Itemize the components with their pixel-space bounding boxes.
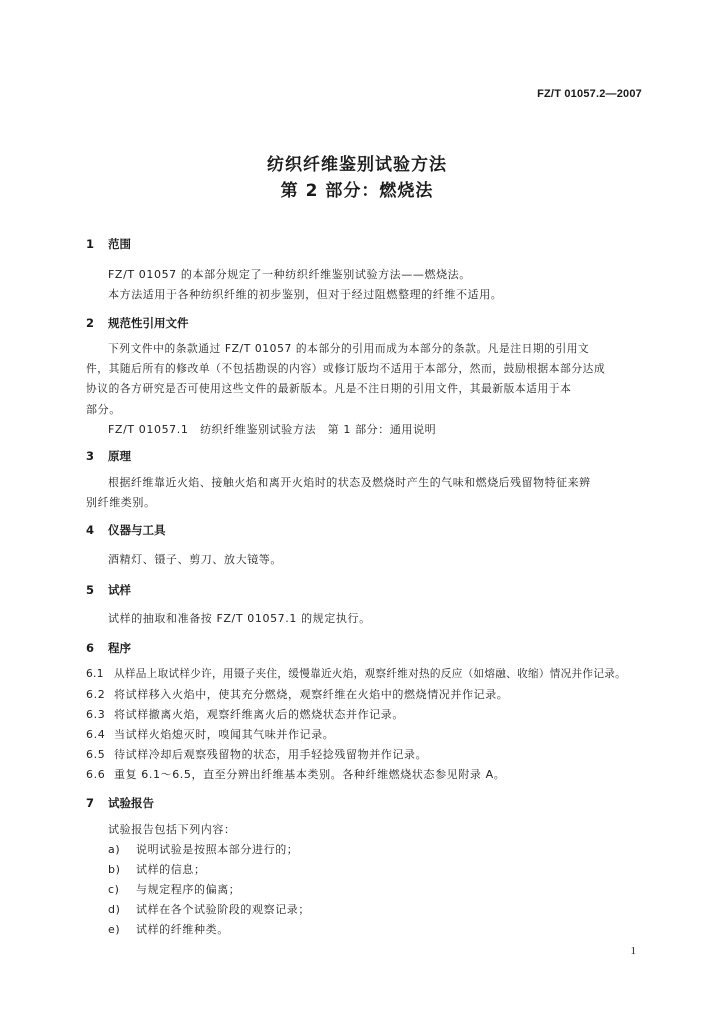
procedure-step: 6.1 从样品上取试样少许，用镊子夹住，缓慢靠近火焰，观察纤维对热的反应（如熔融、收缩）情况并作记录。 xyxy=(86,668,627,680)
section-2-line-1: 下列文件中的条款通过 FZ/T 01057 的本部分的引用而成为本部分的条款。凡是注日期的引用文 xyxy=(108,342,590,355)
section-5-para: 试样的抽取和准备按 FZ/T 01057.1 的规定执行。 xyxy=(108,612,371,625)
section-2-line-4: 部分。 xyxy=(86,403,121,416)
section-2-line-2: 件，其随后所有的修改单（不包括勘误的内容）或修订版均不适用于本部分，然而，鼓励根据本部分达成 xyxy=(86,362,606,375)
normative-reference: FZ/T 01057.1 纺织纤维鉴别试验方法 第 1 部分：通用说明 xyxy=(108,423,437,436)
standard-number: FZ/T 01057.2—2007 xyxy=(537,88,642,100)
section-4-para: 酒精灯、镊子、剪刀、放大镜等。 xyxy=(108,553,282,566)
section-7-intro: 试验报告包括下列内容： xyxy=(108,823,236,836)
section-4-heading: 4 仪器与工具 xyxy=(86,523,166,537)
section-3-heading: 3 原理 xyxy=(86,449,131,463)
report-item: e) 试样的纤维种类。 xyxy=(108,923,229,936)
section-6-heading: 6 程序 xyxy=(86,641,131,655)
section-3-line-1: 根据纤维靠近火焰、接触火焰和离开火焰时的状态及燃烧时产生的气味和燃烧后残留物特征来辨 xyxy=(108,476,591,489)
section-2-heading: 2 规范性引用文件 xyxy=(86,316,189,330)
page-number: 1 xyxy=(630,945,636,957)
section-1-heading: 1 范围 xyxy=(86,237,131,251)
procedure-step: 6.2 将试样移入火焰中，使其充分燃烧，观察纤维在火焰中的燃烧情况并作记录。 xyxy=(86,688,509,701)
page-title: 纺织纤维鉴别试验方法 xyxy=(267,155,447,175)
report-item: d) 试样在各个试验阶段的观察记录； xyxy=(108,903,310,916)
section-1-para-1: FZ/T 01057 的本部分规定了一种纺织纤维鉴别试验方法——燃烧法。 xyxy=(108,268,471,281)
procedure-step: 6.4 当试样火焰熄灭时，嗅闻其气味并作记录。 xyxy=(86,728,335,741)
section-5-heading: 5 试样 xyxy=(86,583,131,597)
section-1-para-2: 本方法适用于各种纺织纤维的初步鉴别，但对于经过阻燃整理的纤维不适用。 xyxy=(108,288,503,301)
procedure-step: 6.5 待试样冷却后观察残留物的状态，用手轻捻残留物并作记录。 xyxy=(86,748,428,761)
page-subtitle: 第 2 部分：燃烧法 xyxy=(280,181,434,201)
report-item: c) 与规定程序的偏离； xyxy=(108,883,241,896)
section-7-heading: 7 试验报告 xyxy=(86,796,154,810)
procedure-step: 6.6 重复 6.1～6.5，直至分辨出纤维基本类别。各种纤维燃烧状态参见附录 A。 xyxy=(86,768,506,781)
procedure-step: 6.3 将试样撤离火焰，观察纤维离火后的燃烧状态并作记录。 xyxy=(86,708,404,721)
report-item: b) 试样的信息； xyxy=(108,863,206,876)
report-item: a) 说明试验是按照本部分进行的； xyxy=(108,843,299,856)
section-2-line-3: 协议的各方研究是否可使用这些文件的最新版本。凡是不注日期的引用文件，其最新版本适用于本 xyxy=(86,382,572,395)
section-3-line-2: 别纤维类别。 xyxy=(86,496,156,509)
